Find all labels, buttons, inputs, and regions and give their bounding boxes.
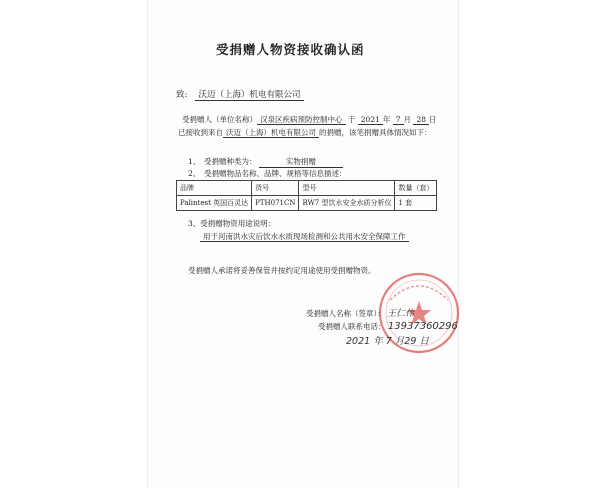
- item-2-label: 2、 受捐赠物品名称、品牌、规格等信息描述：: [188, 169, 347, 178]
- receipt-month: 7: [393, 115, 404, 125]
- signature-name-row: [306, 306, 414, 319]
- table-row: [177, 196, 437, 211]
- item-1: [188, 156, 343, 168]
- document-page: [148, 0, 458, 488]
- salutation-prefix: 致:: [176, 90, 188, 100]
- receipt-year: 2021: [358, 115, 383, 125]
- cell-quantity: 1 套: [395, 196, 437, 211]
- contact-label: 受捐赠人联系电话：: [318, 322, 386, 331]
- month-unit: 月: [403, 115, 412, 124]
- item-3-purpose: [200, 231, 409, 242]
- contact-phone-handwritten: 13937360296: [387, 321, 458, 332]
- date-handwritten: 2021 年 7 月29 日: [346, 336, 429, 347]
- signature-handwritten: 王仁伟: [387, 309, 415, 319]
- day-unit: 日: [428, 115, 437, 124]
- signature-name-label: 受捐赠人名称（签章）：: [306, 309, 385, 318]
- item-3-label: 3、受捐赠物资用途说明：: [188, 219, 276, 228]
- promise-text: 受捐赠人承诺将妥善保管并按约定用途使用受捐赠物资。: [188, 266, 376, 275]
- cell-sku: PTH071CN: [252, 196, 299, 211]
- salutation-company: 沃迈（上海）机电有限公司: [195, 90, 303, 101]
- intro-line-1: [182, 114, 436, 125]
- donation-type: 实物捐赠: [259, 156, 343, 168]
- header-brand: 品牌: [177, 181, 252, 196]
- item-3: [188, 218, 275, 229]
- document-title: 受捐赠人物资接收确认函: [216, 42, 365, 57]
- cell-model: RW7 型饮水安全水质分析仪: [299, 196, 395, 211]
- in-word: 于: [347, 115, 356, 124]
- purpose-text: 用于河南洪水灾后饮水水质现场检测和公共用水安全保障工作: [200, 232, 409, 242]
- item-1-label: 1、 受捐赠种类为：: [188, 157, 257, 166]
- table-header-row: [177, 181, 437, 196]
- item-2: [188, 168, 347, 179]
- header-quantity: 数量（套）: [395, 181, 437, 196]
- year-unit: 年: [382, 115, 391, 124]
- header-sku: 货号: [252, 181, 299, 196]
- header-model: 型号: [299, 181, 395, 196]
- recipient-name: 汉泉区疾病预防控制中心: [257, 115, 346, 125]
- donor-suffix: 的捐赠，该笔捐赠具体情况如下：: [319, 128, 432, 137]
- items-table: [176, 180, 437, 211]
- donor-name: 沃迈（上海）机电有限公司: [223, 128, 319, 138]
- salutation: [176, 88, 304, 100]
- donor-label: 已接收到来自: [178, 128, 223, 137]
- contact-row: [318, 321, 458, 332]
- recipient-label: 受捐赠人（单位名称）: [182, 115, 257, 124]
- receipt-day: 28: [413, 115, 429, 125]
- cell-brand: Palintest 英国百灵达: [177, 196, 252, 211]
- intro-line-2: [178, 127, 432, 138]
